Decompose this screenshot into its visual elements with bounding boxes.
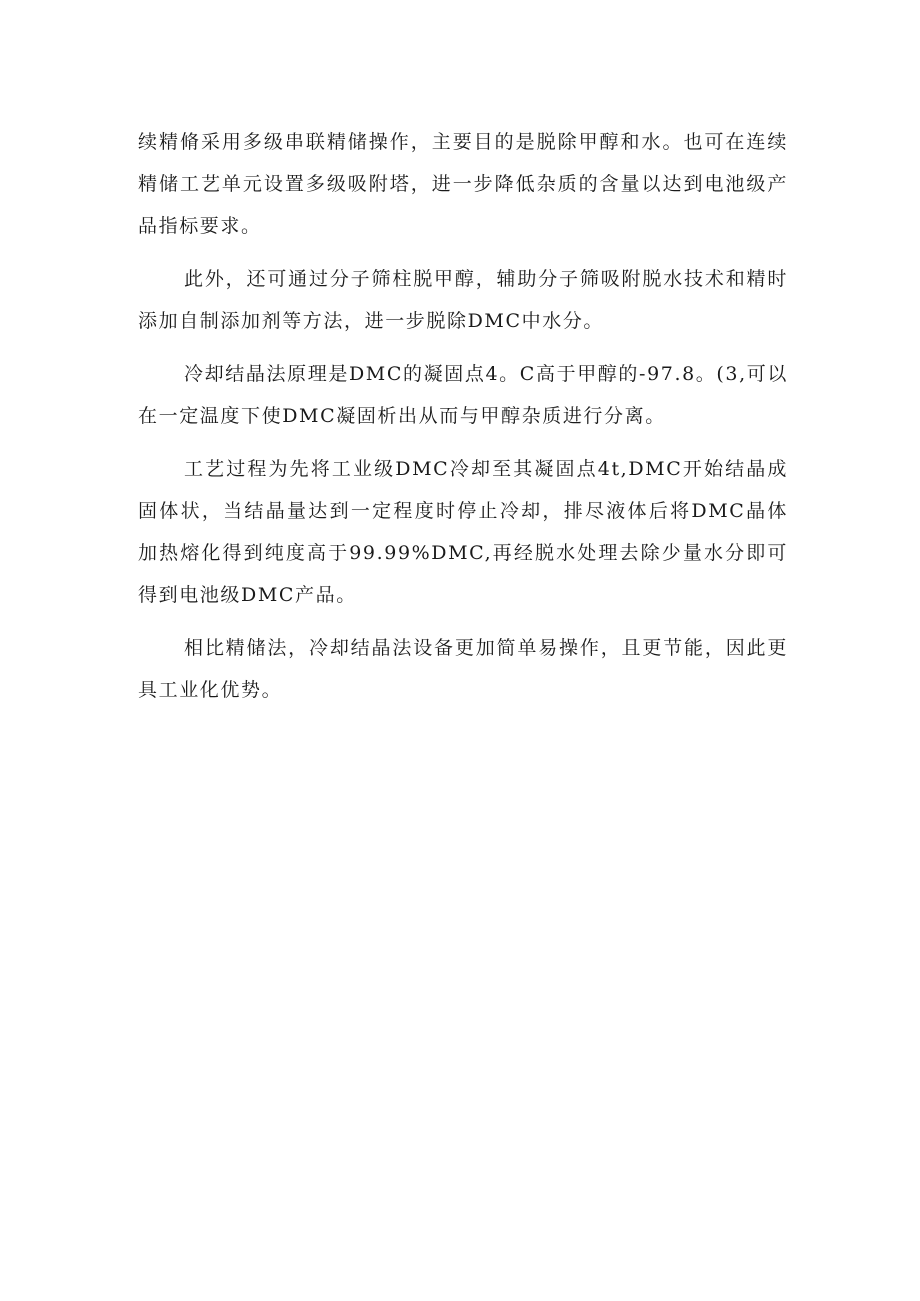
paragraph-2: 此外，还可通过分子筛柱脱甲醇，辅助分子筛吸附脱水技术和精时添加自制添加剂等方法，进一步脱除DMC中水分。	[138, 268, 788, 332]
paragraph-5: 相比精储法，冷却结晶法设备更加简单易操作，且更节能，因此更具工业化优势。	[138, 637, 788, 701]
paragraph-4: 工艺过程为先将工业级DMC冷却至其凝固点4t,DMC开始结晶成固体状，当结晶量达到一定程度时停止冷却，排尽液体后将DMC晶体加热熔化得到纯度高于99.99%DMC,再经脱水处理去除少量水分即可得到电池级DMC产品。	[138, 458, 788, 606]
paragraph-1: 续精脩采用多级串联精储操作，主要目的是脱除甲醇和水。也可在连续精储工艺单元设置多级吸附塔，进一步降低杂质的含量以达到电池级产品指标要求。	[138, 131, 788, 237]
document-body	[138, 121, 788, 722]
paragraph-3: 冷却结晶法原理是DMC的凝固点4。C高于甲醇的-97.8。(3,可以在一定温度下使DMC凝固析出从而与甲醇杂质进行分离。	[138, 363, 788, 427]
